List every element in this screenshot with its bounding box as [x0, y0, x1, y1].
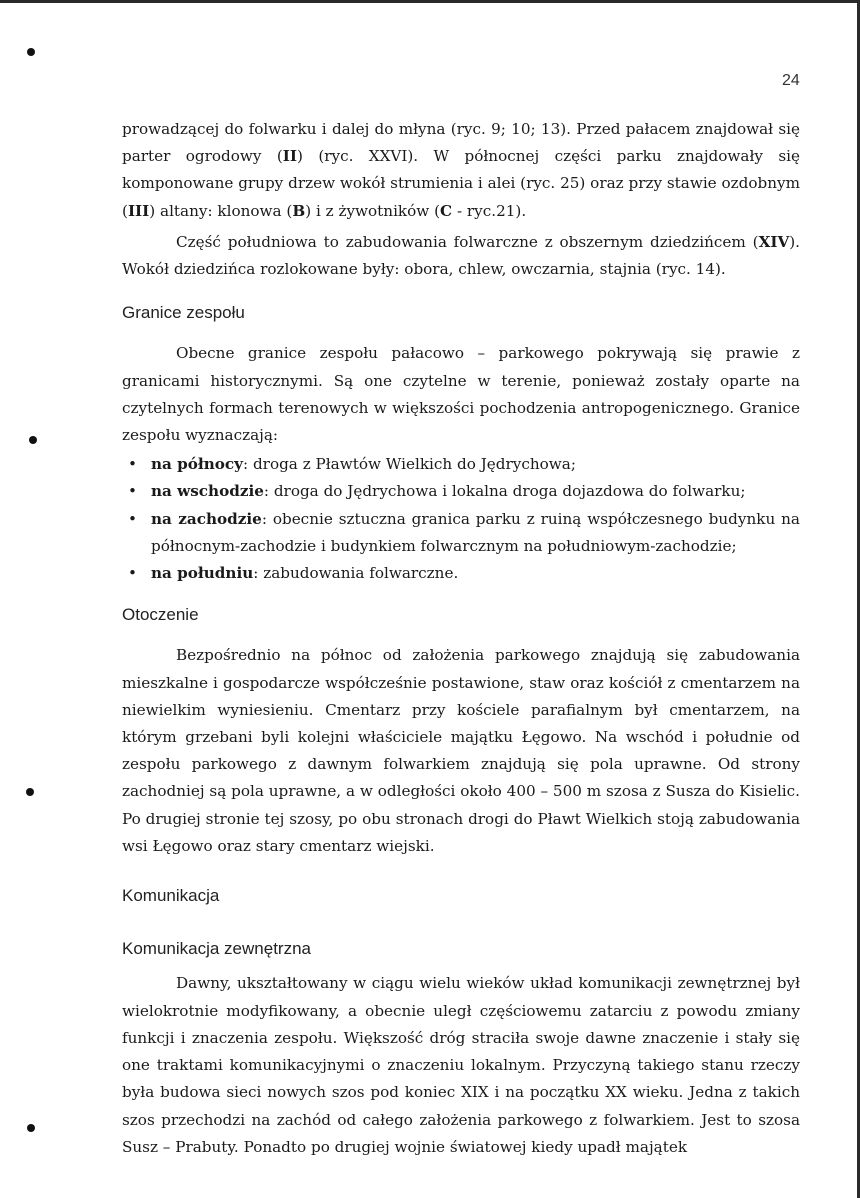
punch-hole-mark — [27, 48, 35, 56]
marker: C — [440, 201, 453, 220]
heading-komunikacja-zewnetrzna: Komunikacja zewnętrzna — [122, 939, 311, 959]
paragraph-surroundings: Bezpośrednio na północ od założenia parkowego znajdują się zabudowania mieszkalne i gospodarcze współcześnie postawione, staw oraz kościół z cmentarzem na niewielkim wyniesieniu. Cmentarz przy kościele parafialnym był cmentarzem, na którym grzebani byli kolejni właściciele majątku Łęgowo. Na wschód i południe od zespołu parkowego z dawnym folwarkiem znajdują się pola uprawne. Od strony zachodniej są pola uprawne, a w odległości około 400 – 500 m szosa z Susza do Kisielic. Po drugiej stronie tej szosy, po obu stronach drogi do Pławt Wielkich stoją zabudowania wsi Łęgowo oraz stary cmentarz wiejski. — [122, 646, 800, 855]
marker: XIV — [758, 232, 790, 251]
page-number: 24 — [782, 72, 800, 89]
marker: B — [292, 201, 306, 220]
marker: III — [127, 201, 150, 220]
punch-hole-mark — [27, 1124, 35, 1132]
document-body — [122, 116, 800, 1161]
punch-hole-mark — [26, 788, 34, 796]
list-item: • na zachodzie: obecnie sztuczna granica parku z ruiną współczesnego budynku na północnym-zachodzie i budynkiem folwarcznym na południowym-zachodzie; — [128, 509, 800, 555]
scan-border-top — [0, 0, 860, 3]
list-item: • na północy: droga z Pławtów Wielkich do Jędrychowa; — [128, 455, 576, 474]
paragraph-boundaries-intro: Obecne granice zespołu pałacowo – parkowego pokrywają się prawie z granicami historycznymi. Są one czytelne w terenie, ponieważ zostały oparte na czytelnych formach terenowych w większości pochodzenia antropogenicznego. Granice zespołu wyznaczają: — [122, 344, 800, 445]
heading-komunikacja: Komunikacja — [122, 886, 220, 906]
list-item: • na południu: zabudowania folwarczne. — [128, 564, 459, 583]
heading-otoczenie: Otoczenie — [122, 605, 199, 625]
paragraph-farm-description: Część południowa to zabudowania folwarczne z obszernym dziedzińcem (XIV). Wokół dziedzińca rozlokowane były: obora, chlew, owczarnia, stajnia (ryc. 14). — [122, 232, 800, 279]
paragraph-palace-description: prowadzącej do folwarku i dalej do młyna (ryc. 9; 10; 13). Przed pałacem znajdował się parter ogrodowy (II) (ryc. XXVI). W północnej części parku znajdowały się komponowane grupy drzew wokół strumienia i alei (ryc. 25) oraz przy stawie ozdobnym (III) altany: klonowa (B) i z żywotników (C - ryc.21). — [122, 120, 800, 220]
heading-granice: Granice zespołu — [122, 303, 245, 323]
punch-hole-mark — [29, 436, 37, 444]
paragraph-external-communication: Dawny, ukształtowany w ciągu wielu wieków układ komunikacji zewnętrznej był wielokrotnie modyfikowany, a obecnie uległ częściowemu zatarciu z powodu zmiany funkcji i znaczenia zespołu. Większość dróg straciła swoje dawne znaczenie i stały się one traktami komunikacyjnymi o znaczeniu lokalnym. Przyczyną takiego stanu rzeczy była budowa sieci nowych szos pod koniec XIX i na początku XX wieku. Jedna z takich szos przechodzi na zachód od całego założenia parkowego z folwarkiem. Jest to szosa Susz – Prabuty. Ponadto po drugiej wojnie światowej kiedy upadł majątek — [122, 974, 800, 1156]
marker: II — [282, 147, 298, 166]
list-item: • na wschodzie: droga do Jędrychowa i lokalna droga dojazdowa do folwarku; — [128, 482, 746, 501]
boundaries-list — [122, 451, 800, 587]
